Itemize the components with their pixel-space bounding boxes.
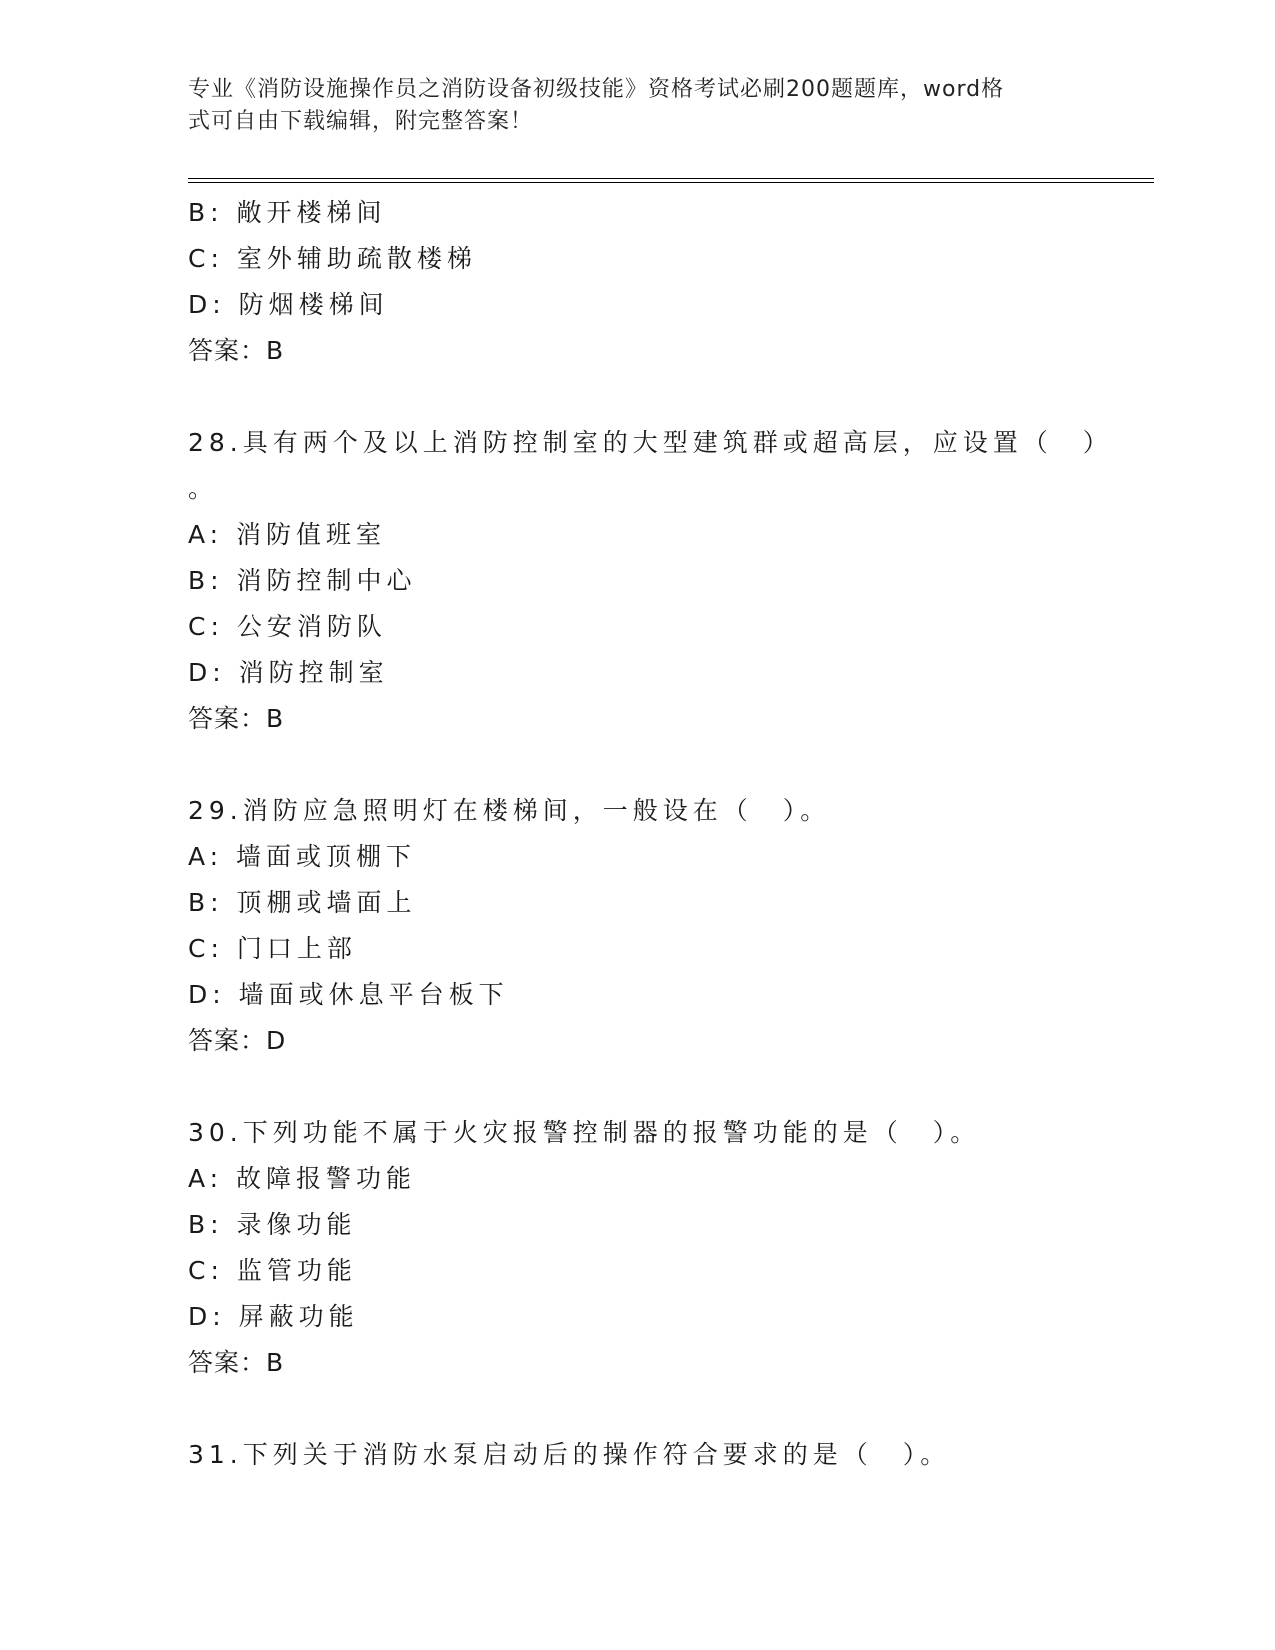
prev-answer: 答案：B [188,336,285,365]
q31-stem: 31.下列关于消防水泵启动后的操作符合要求的是（ ）。 [188,1440,951,1469]
q28-option-b: B: 消防控制中心 [188,566,417,595]
q29-option-d: D: 墙面或休息平台板下 [188,980,509,1009]
q30-answer: 答案：B [188,1348,285,1377]
prev-option-c: C: 室外辅助疏散楼梯 [188,244,477,273]
q28-stem: 28.具有两个及以上消防控制室的大型建筑群或超高层，应设置（ ） [188,428,1113,457]
q30-option-a: A: 故障报警功能 [188,1164,417,1193]
document-header [188,74,1068,138]
q28-option-c: C: 公安消防队 [188,612,387,641]
q29-answer: 答案：D [188,1026,287,1055]
q30-stem: 30.下列功能不属于火灾报警控制器的报警功能的是（ ）。 [188,1118,981,1147]
q29-option-c: C: 门口上部 [188,934,357,963]
header-divider [188,178,1154,183]
q29-option-a: A: 墙面或顶棚下 [188,842,417,871]
header-line-2: 式可自由下载编辑，附完整答案！ [188,109,534,134]
header-line-1: 专业《消防设施操作员之消防设备初级技能》资格考试必刷200题题库，word格 [188,77,1005,102]
prev-option-d: D: 防烟楼梯间 [188,290,389,319]
q30-option-c: C: 监管功能 [188,1256,357,1285]
q30-option-b: B: 录像功能 [188,1210,357,1239]
q28-option-d: D: 消防控制室 [188,658,389,687]
q30-option-d: D: 屏蔽功能 [188,1302,359,1331]
q28-option-a: A: 消防值班室 [188,520,387,549]
q29-stem: 29.消防应急照明灯在楼梯间，一般设在（ ）。 [188,796,831,825]
q29-option-b: B: 顶棚或墙面上 [188,888,417,917]
question-list [188,190,1113,1478]
prev-option-b: B: 敞开楼梯间 [188,198,387,227]
q28-answer: 答案：B [188,704,285,733]
q28-stem-continued: 。 [188,474,219,503]
